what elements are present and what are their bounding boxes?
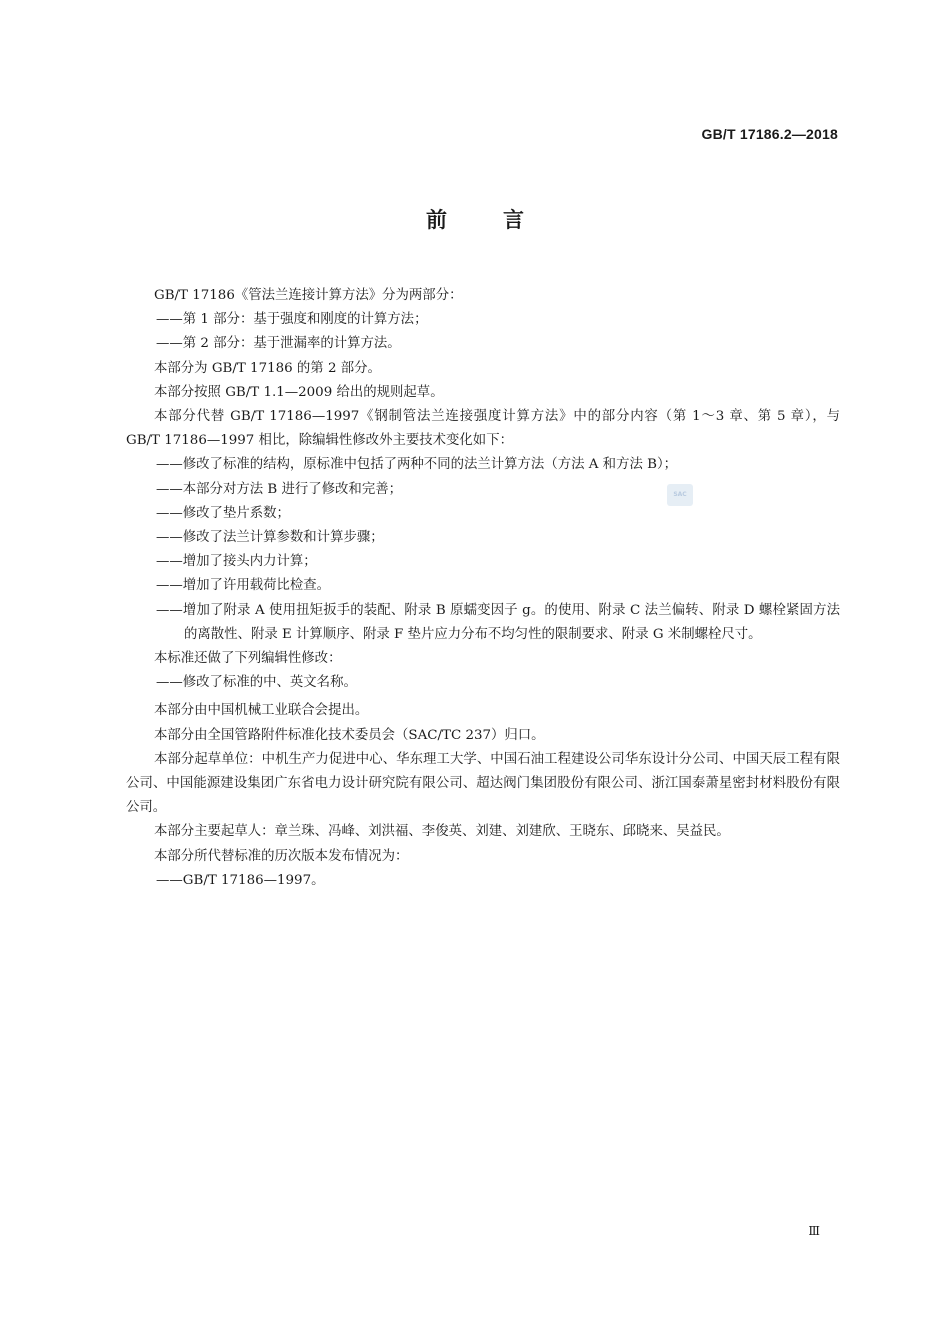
paragraph-drafting-units: 本部分起草单位：中机生产力促进中心、华东理工大学、中国石油工程建设公司华东设计分公司、中国天辰工程有限公司、中国能源建设集团广东省电力设计研究院有限公司、超达阀门集团股份有限公司、浙江国泰萧星密封材料股份有限公司。 (126, 751, 840, 816)
list-item-change-gasket: ——修改了垫片系数； (156, 505, 290, 521)
list-item-editorial-name: ——修改了标准的中、英文名称。 (156, 675, 357, 691)
paragraph-replaces: 本部分代替 GB/T 17186—1997《钢制管法兰连接强度计算方法》中的部分内容（第 1～3 章、第 5 章），与 GB/T 17186—1997 相比，除编辑性修改外主要技术变化如下： (126, 409, 840, 449)
list-item-change-method-b: ——本部分对方法 B 进行了修改和完善； (156, 481, 402, 497)
list-item-change-load-ratio: ——增加了许用载荷比检查。 (156, 578, 331, 594)
list-item-part1: ——第 1 部分：基于强度和刚度的计算方法； (156, 312, 428, 328)
standard-number: GB/T 17186.2—2018 (701, 126, 838, 142)
foreword-body (126, 284, 840, 893)
paragraph-proposed-by: 本部分由中国机械工业联合会提出。 (154, 703, 369, 719)
paragraph-drafters: 本部分主要起草人：章兰珠、冯峰、刘洪福、李俊英、刘建、刘建欣、王晓东、邱晓来、吴益民。 (154, 824, 730, 840)
page-number: Ⅲ (808, 1224, 820, 1238)
paragraph-managed-by: 本部分由全国管路附件标准化技术委员会（SAC/TC 237）归口。 (154, 727, 545, 743)
list-item-change-annexes: ——增加了附录 A 使用扭矩扳手的装配、附录 B 原蠕变因子 g。的使用、附录 C 法兰偏转、附录 D 螺栓紧固方法的离散性、附录 E 计算顺序、附录 F 垫片应力分布不均匀性的限制要求、附录 G 米制螺栓尺寸。 (156, 602, 840, 642)
list-item-part2: ——第 2 部分：基于泄漏率的计算方法。 (156, 336, 401, 352)
list-item-change-parameters: ——修改了法兰计算参数和计算步骤； (156, 530, 384, 546)
paragraph-intro: GB/T 17186《管法兰连接计算方法》分为两部分： (154, 288, 463, 303)
paragraph-this-part: 本部分为 GB/T 17186 的第 2 部分。 (154, 360, 381, 376)
list-item-change-internal-force: ——增加了接头内力计算； (156, 554, 317, 570)
list-item-change-structure: ——修改了标准的结构，原标准中包括了两种不同的法兰计算方法（方法 A 和方法 B）； (156, 457, 678, 473)
watermark-logo: SAC (667, 484, 693, 506)
list-item-history-1997: ——GB/T 17186—1997。 (156, 872, 325, 888)
page-title: 前言 (426, 208, 580, 232)
paragraph-editorial: 本标准还做了下列编辑性修改： (154, 651, 342, 667)
paragraph-history: 本部分所代替标准的历次版本发布情况为： (154, 848, 409, 864)
paragraph-drafting-rules: 本部分按照 GB/T 1.1—2009 给出的规则起草。 (154, 384, 444, 400)
